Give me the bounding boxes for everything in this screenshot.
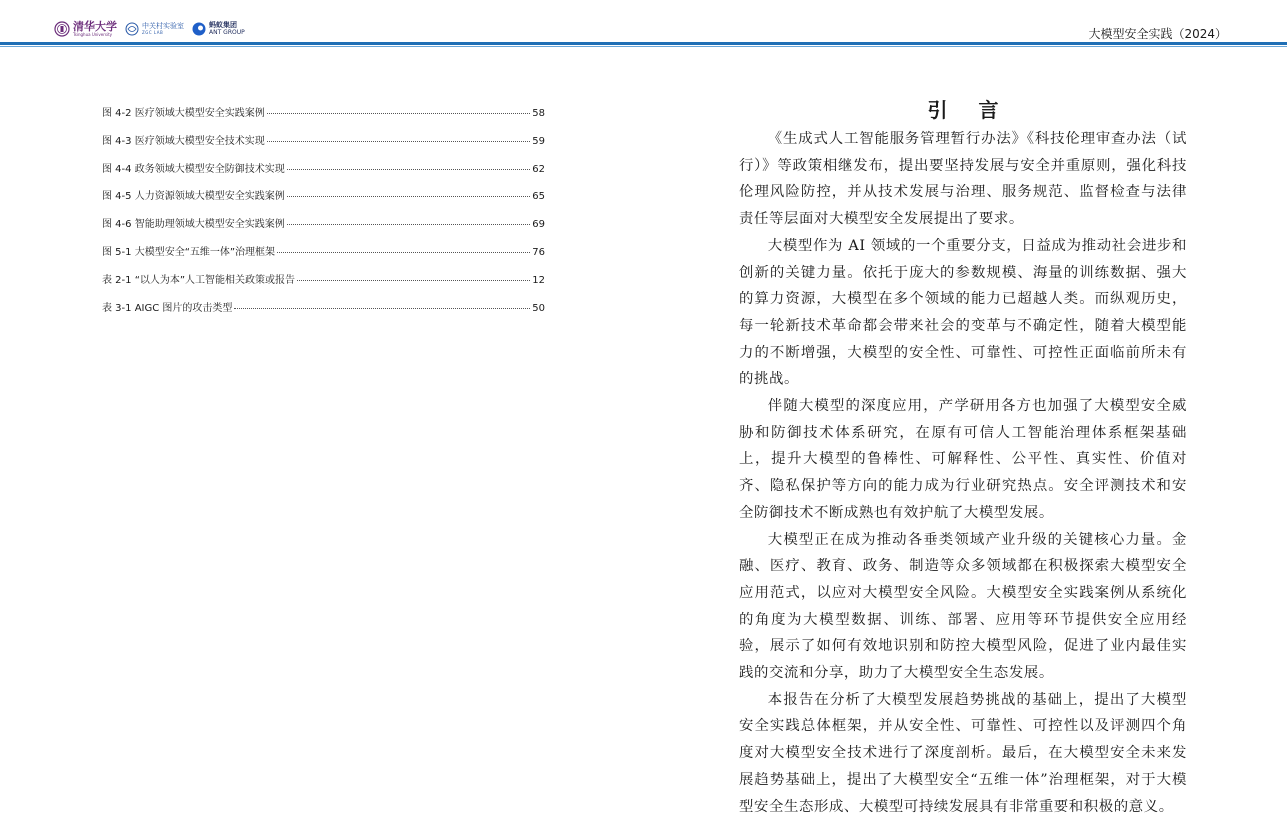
toc-entry[interactable] [102,271,545,299]
toc-entry[interactable] [102,299,545,327]
toc-entry-page: 65 [532,191,545,203]
toc-dot-leader [287,224,531,225]
toc-dot-leader [287,196,531,197]
introduction-section [739,96,1187,820]
toc-entry-label: 图 4-2 医疗领域大模型安全实践案例 [102,108,265,119]
toc-entry-label: 图 4-3 医疗领域大模型安全技术实现 [102,135,265,147]
intro-paragraph: 《生成式人工智能服务管理暂行办法》《科技伦理审查办法（试行）》等政策相继发布，提出要坚持发展与安全并重原则，强化科技伦理风险防控，并从技术发展与治理、服务规范、监督检查与法律责任等层面对大模型安全发展提出了要求。 [739,131,1187,228]
toc-entry-label: 表 3-1 AIGC 图片的攻击类型 [102,302,233,314]
zgc-name: 中关村实验室 [142,22,184,30]
intro-paragraph: 大模型正在成为推动各垂类领域产业升级的关键核心力量。金融、医疗、教育、政务、制造等众多领域都在积极探索大模型安全应用范式，以应对大模型安全风险。大模型安全实践案例从系统化的角度为大模型数据、训练、部署、应用等环节提供安全应用经验，展示了如何有效地识别和防控大模型风险，促进了业内最佳实践的交流和分享，助力了大模型安全生态发展。 [739,531,1187,682]
toc-dot-leader [267,141,531,142]
intro-heading: 引 言 [927,98,1011,122]
toc-dot-leader [277,252,530,253]
toc-entry-page: 69 [532,219,545,231]
ant-sub: ANT GROUP [209,29,245,36]
toc-entry-page: 50 [532,302,545,314]
zgc-sub: ZGC LAB [142,30,164,35]
toc-entry-label: 图 4-5 人力资源领域大模型安全实践案例 [102,191,285,203]
toc-entry-label: 图 4-4 政务领域大模型安全防御技术实现 [102,163,285,175]
toc-entry[interactable] [102,104,545,132]
figure-table-list [102,104,545,326]
zgc-logo [125,22,184,36]
toc-entry[interactable] [102,187,545,215]
header-rule [0,42,1287,45]
intro-body [739,126,1187,820]
toc-entry-label: 图 4-6 智能助理领域大模型安全实践案例 [102,219,285,231]
report-title: 大模型安全实践（2024） [1088,27,1227,41]
page-header [0,0,1287,50]
toc-entry-page: 76 [532,246,545,258]
tsinghua-sub: Tsinghua University [73,32,113,37]
toc-entry[interactable] [102,243,545,271]
tsinghua-name: 清华大学 [73,20,117,33]
toc-dot-leader [287,169,531,170]
toc-entry-label: 表 2-1 “以人为本”人工智能相关政策或报告 [102,274,296,286]
toc-dot-leader [297,280,530,281]
toc-dot-leader [234,308,530,309]
intro-paragraph: 伴随大模型的深度应用，产学研用各方也加强了大模型安全威胁和防御技术体系研究，在原有可信人工智能治理体系框架基础上，提升大模型的鲁棒性、可解释性、公平性、真实性、价值对齐、隐私保护等方向的能力成为行业研究热点。安全评测技术和安全防御技术不断成熟也有效护航了大模型发展。 [739,398,1187,521]
toc-entry-page: 59 [532,135,545,147]
tsinghua-seal-icon [54,21,70,37]
zgc-emblem-icon [125,22,139,36]
intro-paragraph: 大模型作为 AI 领域的一个重要分支，日益成为推动社会进步和创新的关键力量。依托于庞大的参数规模、海量的训练数据、强大的算力资源，大模型在多个领域的能力已超越人类。而纵观历史，每一轮新技术革命都会带来社会的变革与不确定性，随着大模型能力的不断增强，大模型的安全性、可靠性、可控性正面临前所未有的挑战。 [739,237,1187,388]
ant-group-icon [192,22,206,36]
toc-entry[interactable] [102,132,545,160]
toc-entry-page: 58 [532,108,545,119]
header-logos [54,16,245,42]
ant-name: 蚂蚁集团 [209,21,237,29]
intro-paragraph: 本报告在分析了大模型发展趋势挑战的基础上，提出了大模型安全实践总体框架，并从安全性、可靠性、可控性以及评测四个角度对大模型安全技术进行了深度剖析。最后，在大模型安全未来发展趋势基础上，提出了大模型安全“五维一体”治理框架，对于大模型安全生态形成、大模型可持续发展具有非常重要和积极的意义。 [739,691,1187,815]
toc-entry[interactable] [102,160,545,188]
tsinghua-logo [54,21,117,37]
ant-logo [192,22,245,36]
toc-entry[interactable] [102,215,545,243]
toc-entry-label: 图 5-1 大模型安全“五维一体”治理框架 [102,246,276,258]
toc-entry-page: 12 [532,274,545,286]
toc-entry-page: 62 [532,163,545,175]
header-rule-thin [0,46,1287,47]
toc-dot-leader [267,113,531,114]
